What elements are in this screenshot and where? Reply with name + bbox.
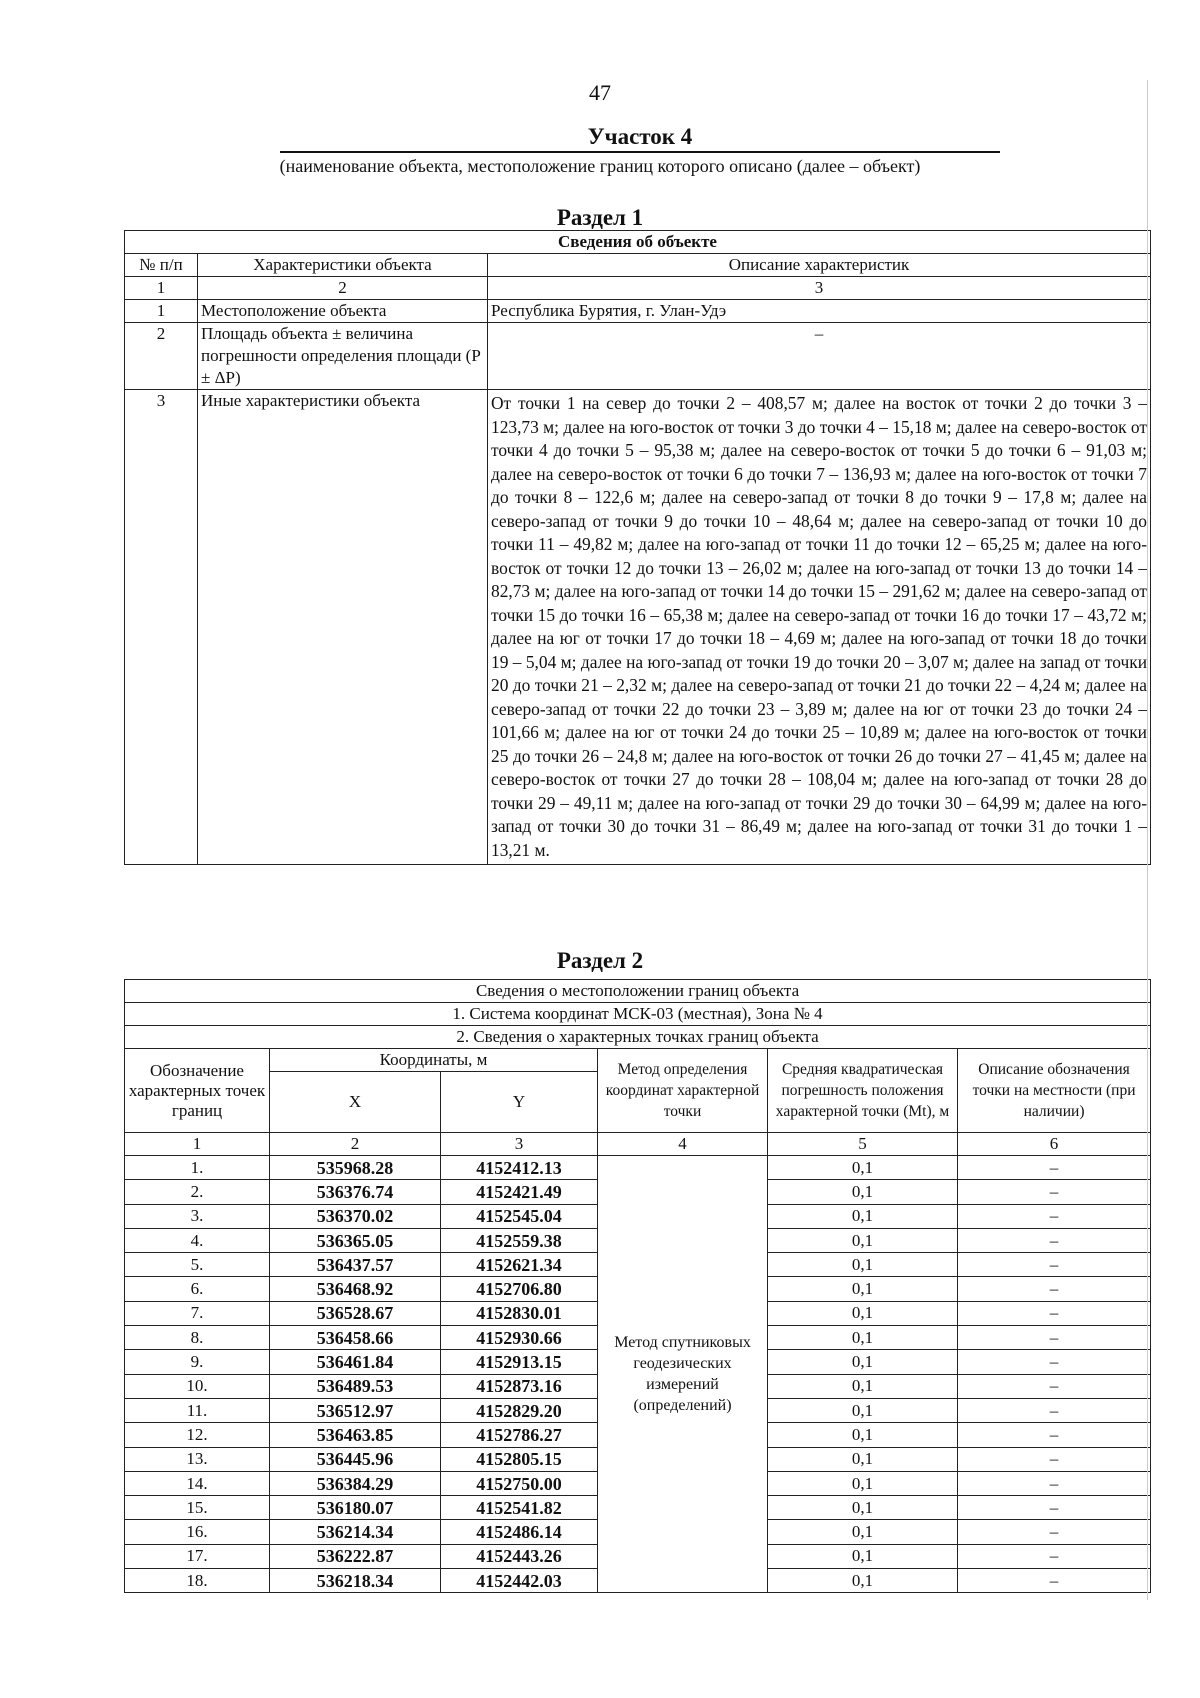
point-description: –: [958, 1423, 1151, 1447]
boundary-points-table: [124, 979, 1151, 1593]
col-index: 2: [198, 277, 488, 300]
point-x: 536461.84: [270, 1350, 441, 1374]
point-description: –: [958, 1204, 1151, 1228]
point-error: 0,1: [768, 1544, 958, 1568]
point-x: 536365.05: [270, 1228, 441, 1252]
col-index: 5: [768, 1133, 958, 1156]
object-info-caption: Сведения об объекте: [125, 231, 1151, 254]
row-number: 2: [125, 323, 198, 390]
point-description: –: [958, 1156, 1151, 1180]
col-index: 6: [958, 1133, 1151, 1156]
point-y: 4152545.04: [441, 1204, 598, 1228]
point-description: –: [958, 1301, 1151, 1325]
col-header-x: X: [270, 1072, 441, 1133]
point-id: 5.: [125, 1253, 270, 1277]
point-id: 8.: [125, 1326, 270, 1350]
col-index: 1: [125, 1133, 270, 1156]
point-y: 4152930.66: [441, 1326, 598, 1350]
object-info-table: [124, 230, 1151, 865]
col-index: 3: [488, 277, 1151, 300]
row-name: Площадь объекта ± величина погрешности определения площади (P ± ΔP): [198, 323, 488, 390]
point-x: 535968.28: [270, 1156, 441, 1180]
point-error: 0,1: [768, 1471, 958, 1495]
point-id: 6.: [125, 1277, 270, 1301]
point-x: 536463.85: [270, 1423, 441, 1447]
point-id: 17.: [125, 1544, 270, 1568]
point-x: 536376.74: [270, 1180, 441, 1204]
point-id: 3.: [125, 1204, 270, 1228]
point-id: 1.: [125, 1156, 270, 1180]
point-y: 4152913.15: [441, 1350, 598, 1374]
point-error: 0,1: [768, 1374, 958, 1398]
col-header-number: № п/п: [125, 254, 198, 277]
boundary-description: От точки 1 на север до точки 2 – 408,57 м; далее на восток от точки 2 до точки 3 – 123,73 м; далее на юго-восток от точки 3 до точки 4 – 15,18 м; далее на северо-восток от точки 4 до точки 5 – 95,38 м; далее на северо-восток от точки 5 до точки 6 – 91,03 м; далее на северо-восток от точки 6 до точки 7 – 136,93 м; далее на юго-восток от точки 7 до точки 8 – 122,6 м; далее на северо-запад от точки 8 до точки 9 – 17,8 м; далее на северо-запад от точки 9 до точки 10 – 48,64 м; далее на северо-запад от точки 10 до точки 11 – 49,82 м; далее на юго-запад от точки 11 до точки 12 – 65,25 м; далее на юго-восток от точки 12 до точки 13 – 26,02 м; далее на юго-запад от точки 13 до точки 14 – 82,73 м; далее на юго-запад от точки 14 до точки 15 – 291,62 м; далее на северо-запад от точки 15 до точки 16 – 65,38 м; далее на северо-запад от точки 16 до точки 17 – 43,72 м; далее на юг от точки 17 до точки 18 – 4,69 м; далее на юго-запад от точки 18 до точки 19 – 5,04 м; далее на юго-запад от точки 19 до точки 20 – 3,07 м; далее на запад от точки 20 до точки 21 – 2,32 м; далее на северо-запад от точки 21 до точки 22 – 4,24 м; далее на северо-запад от точки 22 до точки 23 – 3,89 м; далее на юг от точки 23 до точки 24 – 101,66 м; далее на юг от точки 24 до точки 25 – 10,89 м; далее на юго-восток от точки 25 до точки 26 – 24,8 м; далее на юго-восток от точки 26 до точки 27 – 41,45 м; далее на северо-восток от точки 27 до точки 28 – 108,04 м; далее на юго-запад от точки 28 до точки 29 – 49,11 м; далее на юго-запад от точки 29 до точки 30 – 64,99 м; далее на юго-запад от точки 30 до точки 31 – 86,49 м; далее на юго-запад от точки 31 до точки 1 – 13,21 м.: [488, 390, 1151, 865]
point-id: 9.: [125, 1350, 270, 1374]
point-description: –: [958, 1520, 1151, 1544]
point-x: 536214.34: [270, 1520, 441, 1544]
table-row: [125, 300, 1151, 323]
point-x: 536445.96: [270, 1447, 441, 1471]
point-y: 4152706.80: [441, 1277, 598, 1301]
point-x: 536437.57: [270, 1253, 441, 1277]
point-error: 0,1: [768, 1326, 958, 1350]
point-description: –: [958, 1350, 1151, 1374]
point-y: 4152621.34: [441, 1253, 598, 1277]
point-error: 0,1: [768, 1447, 958, 1471]
point-description: –: [958, 1447, 1151, 1471]
point-id: 2.: [125, 1180, 270, 1204]
point-method: Метод спутниковых геодезических измерений (определений): [598, 1156, 768, 1593]
point-x: 536222.87: [270, 1544, 441, 1568]
point-y: 4152412.13: [441, 1156, 598, 1180]
coordinate-system: 1. Система координат МСК-03 (местная), Зона № 4: [125, 1003, 1151, 1026]
point-description: –: [958, 1277, 1151, 1301]
scan-edge: [1147, 80, 1148, 1600]
point-error: 0,1: [768, 1423, 958, 1447]
point-description: –: [958, 1180, 1151, 1204]
point-y: 4152829.20: [441, 1398, 598, 1422]
col-header-y: Y: [441, 1072, 598, 1133]
col-header-description: Описание характеристик: [488, 254, 1151, 277]
col-header-method: Метод определения координат характерной точки: [598, 1049, 768, 1133]
section-1-title: Раздел 1: [556, 205, 644, 230]
row-name: Местоположение объекта: [198, 300, 488, 323]
point-error: 0,1: [768, 1204, 958, 1228]
point-x: 536384.29: [270, 1471, 441, 1495]
point-y: 4152443.26: [441, 1544, 598, 1568]
col-index: 4: [598, 1133, 768, 1156]
column-index-row: [125, 277, 1151, 300]
boundary-caption: Сведения о местоположении границ объекта: [125, 980, 1151, 1003]
col-header-coordinates: Координаты, м: [270, 1049, 598, 1072]
point-x: 536528.67: [270, 1301, 441, 1325]
table-row: [125, 1156, 1151, 1180]
col-header-characteristics: Характеристики объекта: [198, 254, 488, 277]
section-2-title: Раздел 2: [556, 948, 644, 973]
point-id: 15.: [125, 1496, 270, 1520]
plot-title: Участок 4: [280, 124, 1000, 153]
point-y: 4152559.38: [441, 1228, 598, 1252]
column-header-row: [125, 254, 1151, 277]
point-x: 536512.97: [270, 1398, 441, 1422]
object-info-header-row: [125, 231, 1151, 254]
point-description: –: [958, 1228, 1151, 1252]
points-caption: 2. Сведения о характерных точках границ объекта: [125, 1026, 1151, 1049]
col-index: 3: [441, 1133, 598, 1156]
point-y: 4152830.01: [441, 1301, 598, 1325]
point-description: –: [958, 1471, 1151, 1495]
point-y: 4152541.82: [441, 1496, 598, 1520]
point-id: 7.: [125, 1301, 270, 1325]
point-x: 536489.53: [270, 1374, 441, 1398]
point-description: –: [958, 1569, 1151, 1593]
row-number: 1: [125, 300, 198, 323]
table-row: [125, 323, 1151, 390]
point-id: 18.: [125, 1569, 270, 1593]
point-y: 4152750.00: [441, 1471, 598, 1495]
point-error: 0,1: [768, 1301, 958, 1325]
point-description: –: [958, 1544, 1151, 1568]
point-id: 12.: [125, 1423, 270, 1447]
row-number: 3: [125, 390, 198, 865]
point-id: 4.: [125, 1228, 270, 1252]
point-y: 4152486.14: [441, 1520, 598, 1544]
row-name: Иные характеристики объекта: [198, 390, 488, 865]
point-y: 4152786.27: [441, 1423, 598, 1447]
point-x: 536370.02: [270, 1204, 441, 1228]
point-description: –: [958, 1374, 1151, 1398]
col-index: 2: [270, 1133, 441, 1156]
point-id: 10.: [125, 1374, 270, 1398]
point-x: 536180.07: [270, 1496, 441, 1520]
point-description: –: [958, 1496, 1151, 1520]
row-value: –: [488, 323, 1151, 390]
point-error: 0,1: [768, 1398, 958, 1422]
point-x: 536468.92: [270, 1277, 441, 1301]
col-header-error: Средняя квадратическая погрешность положения характерной точки (Mt), м: [768, 1049, 958, 1133]
point-y: 4152805.15: [441, 1447, 598, 1471]
point-x: 536458.66: [270, 1326, 441, 1350]
col-index: 1: [125, 277, 198, 300]
point-y: 4152442.03: [441, 1569, 598, 1593]
point-y: 4152873.16: [441, 1374, 598, 1398]
point-description: –: [958, 1398, 1151, 1422]
point-id: 14.: [125, 1471, 270, 1495]
row-value: Республика Бурятия, г. Улан-Удэ: [488, 300, 1151, 323]
point-error: 0,1: [768, 1569, 958, 1593]
point-error: 0,1: [768, 1496, 958, 1520]
col-header-point-description: Описание обозначения точки на местности (при наличии): [958, 1049, 1151, 1133]
plot-caption: (наименование объекта, местоположение границ которого описано (далее – объект): [279, 156, 921, 176]
point-id: 11.: [125, 1398, 270, 1422]
table-row: [125, 390, 1151, 865]
point-description: –: [958, 1326, 1151, 1350]
point-error: 0,1: [768, 1228, 958, 1252]
point-error: 0,1: [768, 1520, 958, 1544]
point-error: 0,1: [768, 1350, 958, 1374]
point-error: 0,1: [768, 1180, 958, 1204]
point-error: 0,1: [768, 1253, 958, 1277]
point-error: 0,1: [768, 1277, 958, 1301]
point-id: 16.: [125, 1520, 270, 1544]
col-header-point: Обозначение характерных точек границ: [125, 1049, 270, 1133]
point-id: 13.: [125, 1447, 270, 1471]
point-x: 536218.34: [270, 1569, 441, 1593]
point-description: –: [958, 1253, 1151, 1277]
page-number: 47: [589, 80, 611, 105]
point-y: 4152421.49: [441, 1180, 598, 1204]
point-error: 0,1: [768, 1156, 958, 1180]
